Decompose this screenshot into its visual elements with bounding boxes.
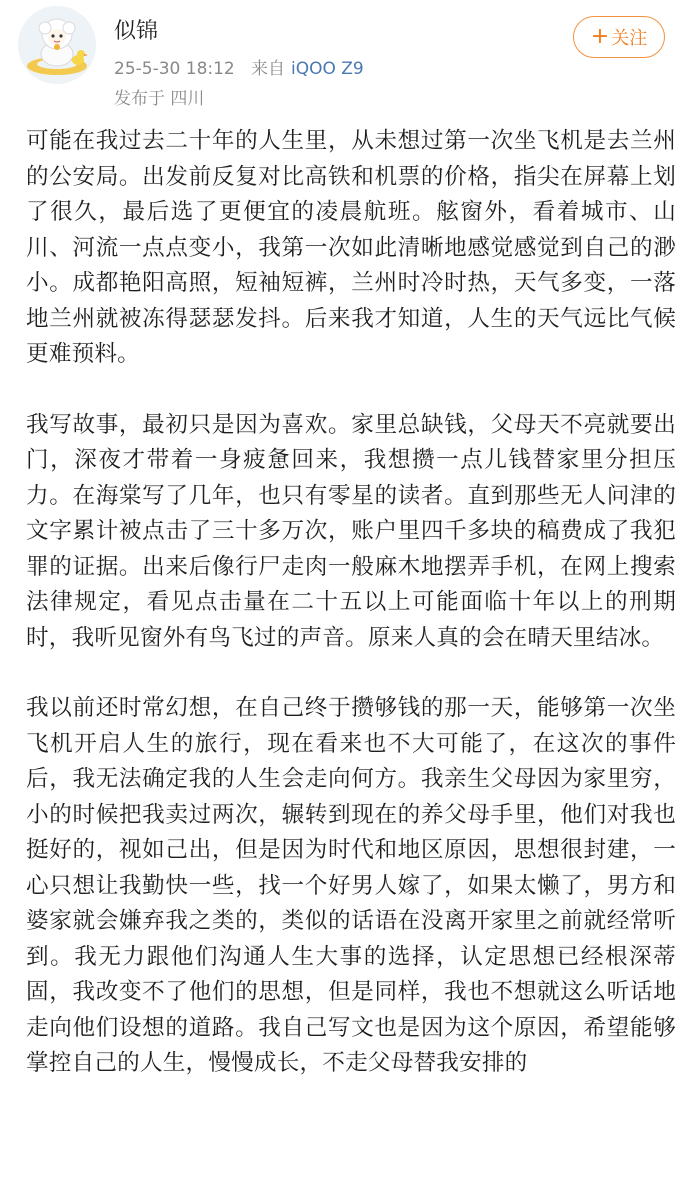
device-name[interactable]: iQOO Z9 [290,59,364,79]
follow-label: 关注 [611,28,648,49]
sheep-avatar-icon [18,6,96,84]
post-paragraph: 我写故事，最初只是因为喜欢。家里总缺钱，父母天不亮就要出门，深夜才带着一身疲惫回来，我想攒一点儿钱替家里分担压力。在海棠写了几年，也只有零星的读者。直到那些无人问津的文字累计被点击了三十多万次，账户里四千多块的稿费成了我犯罪的证据。出来后像行尸走肉一般麻木地摆弄手机，在网上搜索法律规定，看见点击量在二十五以上可能面临十年以上的刑期时，我听见窗外有鸟飞过的声音。原来人真的会在晴天里结冰。 [26,411,676,651]
plus-icon: + [590,24,610,49]
avatar[interactable] [18,6,96,84]
post-content [26,124,676,1117]
follow-button[interactable] [573,16,665,58]
source-prefix [240,59,285,79]
post-meta [114,54,364,79]
source-prefix-text: 来自 [250,59,285,79]
post-location: 发布于 四川 [114,89,205,109]
post-header [0,0,688,115]
post-paragraph: 我以前还时常幻想，在自己终于攒够钱的那一天，能够第一次坐飞机开启人生的旅行，现在看来也不大可能了，在这次的事件后，我无法确定我的人生会走向何方。我亲生父母因为家里穷，小的时候把我卖过两次，辗转到现在的养父母手里，他们对我也挺好的，视如己出，但是因为时代和地区原因，思想很封建，一心只想让我勤快一些，找一个好男人嫁了，如果太懒了，男方和婆家就会嫌弃我之类的，类似的话语在没离开家里之前就经常听到。我无力跟他们沟通人生大事的选择，认定思想已经根深蒂固，我改变不了他们的思想，但是同样，我也不想就这么听话地走向他们设想的道路。我自己写文也是因为这个原因，希望能够掌控自己的人生，慢慢成长，不走父母替我安排的 [26,695,676,1076]
author-name[interactable]: 似锦 [114,19,159,44]
post-paragraph: 可能在我过去二十年的人生里，从未想过第一次坐飞机是去兰州的公安局。出发前反复对比高铁和机票的价格，指尖在屏幕上划了很久，最后选了更便宜的凌晨航班。舷窗外，看着城市、山川、河流一点点变小，我第一次如此清晰地感觉感觉到自己的渺小。成都艳阳高照，短袖短裤，兰州时冷时热，天气多变，一落地兰州就被冻得瑟瑟发抖。后来我才知道，人生的天气远比气候更难预料。 [26,128,676,367]
post-timestamp: 25-5-30 18:12 [114,59,235,79]
